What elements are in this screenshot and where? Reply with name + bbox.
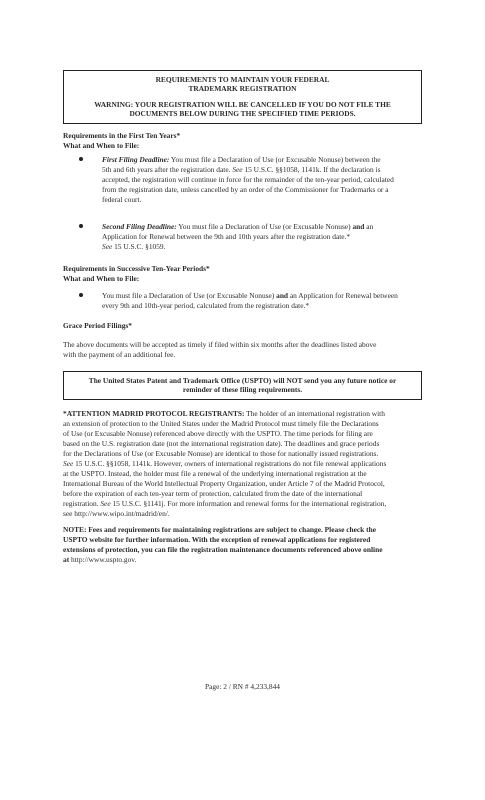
- note-line4: [63, 555, 136, 564]
- text-span: 15 U.S.C. §§1058, 1141k. However, owners of international registrations do not file renewal applications: [73, 459, 387, 468]
- madrid-line9: before the expiration of each ten-year term of protection, calculated from the date of the international: [63, 489, 363, 498]
- madrid-line1: [63, 409, 385, 418]
- bullet-icon: [79, 157, 83, 161]
- text-span: 15 U.S.C. §1059.: [112, 242, 166, 251]
- box-title-line1: REQUIREMENTS TO MAINTAIN YOUR FEDERAL: [155, 75, 330, 84]
- note-line2: USPTO website for further information. With the exception of renewal applications for registered: [63, 535, 371, 544]
- uspto-url: http://www.uspto.gov.: [69, 555, 137, 564]
- see-ref: See: [102, 242, 113, 251]
- section-heading-successive: Requirements in Successive Ten-Year Periods*: [63, 264, 210, 273]
- text-span: You must file a Declaration of Use (or Excusable Nonuse) between the: [169, 155, 381, 164]
- text-span: and: [276, 291, 289, 300]
- text-span: registration.: [63, 499, 101, 508]
- text-span: and: [352, 222, 365, 231]
- grace-line2: with the payment of an additional fee.: [63, 350, 176, 359]
- text-span: 15 U.S.C. §1141j. For more information and renewal forms for the international registration,: [110, 499, 387, 508]
- text-span: at: [63, 555, 70, 564]
- box-warning-line1: WARNING: YOUR REGISTRATION WILL BE CANCELLED IF YOU DO NOT FILE THE: [94, 99, 391, 109]
- second-filing-deadline-line3: [102, 242, 165, 251]
- first-filing-deadline-line2: [102, 165, 380, 174]
- successive-item-line1: [102, 291, 398, 300]
- text-span: You must file a Declaration of Use (or Excusable Nonuse): [176, 222, 353, 231]
- section-heading-first-ten-years: Requirements in the First Ten Years*: [63, 131, 181, 140]
- madrid-line7: at the USPTO. Instead, the holder must file a renewal of the underlying international registration at the: [63, 469, 367, 478]
- text-span: The holder of an international registration with: [244, 409, 385, 418]
- see-ref: See: [100, 499, 111, 508]
- madrid-line4: based on the U.S. registration date (not the international registration date). The deadlines and grace periods: [63, 439, 380, 448]
- see-ref: See: [232, 165, 243, 174]
- bullet-icon: [79, 293, 83, 297]
- note-line3: extensions of protection, you can file the registration maintenance documents referenced above online: [63, 545, 383, 554]
- madrid-attention-label: *ATTENTION MADRID PROTOCOL REGISTRANTS:: [63, 409, 245, 418]
- text-span: an: [364, 222, 374, 231]
- uspto-notice-box: [63, 371, 422, 400]
- text-span: You must file a Declaration of Use (or Excusable Nonuse): [102, 291, 277, 300]
- first-filing-deadline-label: First Filing Deadline:: [102, 155, 170, 164]
- second-filing-deadline-line1: [102, 222, 373, 231]
- madrid-line6: [63, 459, 386, 468]
- second-filing-deadline-line2: Application for Renewal between the 9th and 10th years after the registration date.*: [102, 232, 351, 241]
- page-footer: Page: 2 / RN # 4,233,844: [205, 682, 280, 691]
- first-filing-deadline-line4: from the registration date, unless cancelled by an order of the Commissioner for Trademarks or a: [102, 185, 389, 194]
- madrid-line2: an extension of protection to the United States under the Madrid Protocol must timely file the Declarations: [63, 419, 379, 428]
- second-filing-deadline-label: Second Filing Deadline:: [102, 222, 177, 231]
- madrid-line10: [63, 499, 386, 508]
- note-line1: NOTE: Fees and requirements for maintaining registrations are subject to change. Please check the: [63, 525, 376, 534]
- see-ref: See: [63, 459, 74, 468]
- section-subheading-what-when: What and When to File:: [63, 274, 140, 283]
- notice-line2: reminder of these filing requirements.: [182, 385, 303, 395]
- madrid-line11: see http://www.wipo.int/madrid/en/.: [63, 509, 170, 518]
- box-title-line2: TRADEMARK REGISTRATION: [188, 84, 297, 94]
- first-filing-deadline-line1: [102, 155, 381, 164]
- text-span: an Application for Renewal between: [288, 291, 398, 300]
- grace-line1: The above documents will be accepted as timely if filed within six months after the deadlines listed above: [63, 340, 377, 349]
- section-heading-grace: Grace Period Filings*: [63, 321, 132, 330]
- text-span: 15 U.S.C. §§1058, 1141k. If the declaration is: [242, 165, 381, 174]
- first-filing-deadline-line3: accepted, the registration will continue in force for the remainder of the ten-year period, calculated: [102, 175, 394, 184]
- requirements-warning-box: [63, 70, 422, 124]
- text-span: 5th and 6th years after the registration date.: [102, 165, 233, 174]
- box-warning-line2: DOCUMENTS BELOW DURING THE SPECIFIED TIME PERIODS.: [129, 108, 356, 118]
- section-subheading-what-when: What and When to File:: [63, 141, 140, 150]
- madrid-line3: of Use (or Excusable Nonuse) referenced above directly with the USPTO. The time periods for filing are: [63, 429, 373, 438]
- madrid-line5: for the Declarations of Use (or Excusable Nonuse) are identical to those for nationally issued registrations.: [63, 449, 379, 458]
- madrid-line8: International Bureau of the World Intellectual Property Organization, under Article 7 of the Madrid Protocol,: [63, 479, 385, 488]
- successive-item-line2: every 9th and 10th-year period, calculated from the registration date.*: [102, 301, 310, 310]
- bullet-icon: [79, 224, 83, 228]
- first-filing-deadline-line5: federal court.: [102, 195, 142, 204]
- notice-line1: The United States Patent and Trademark Office (USPTO) will NOT send you any future notice or: [88, 376, 397, 385]
